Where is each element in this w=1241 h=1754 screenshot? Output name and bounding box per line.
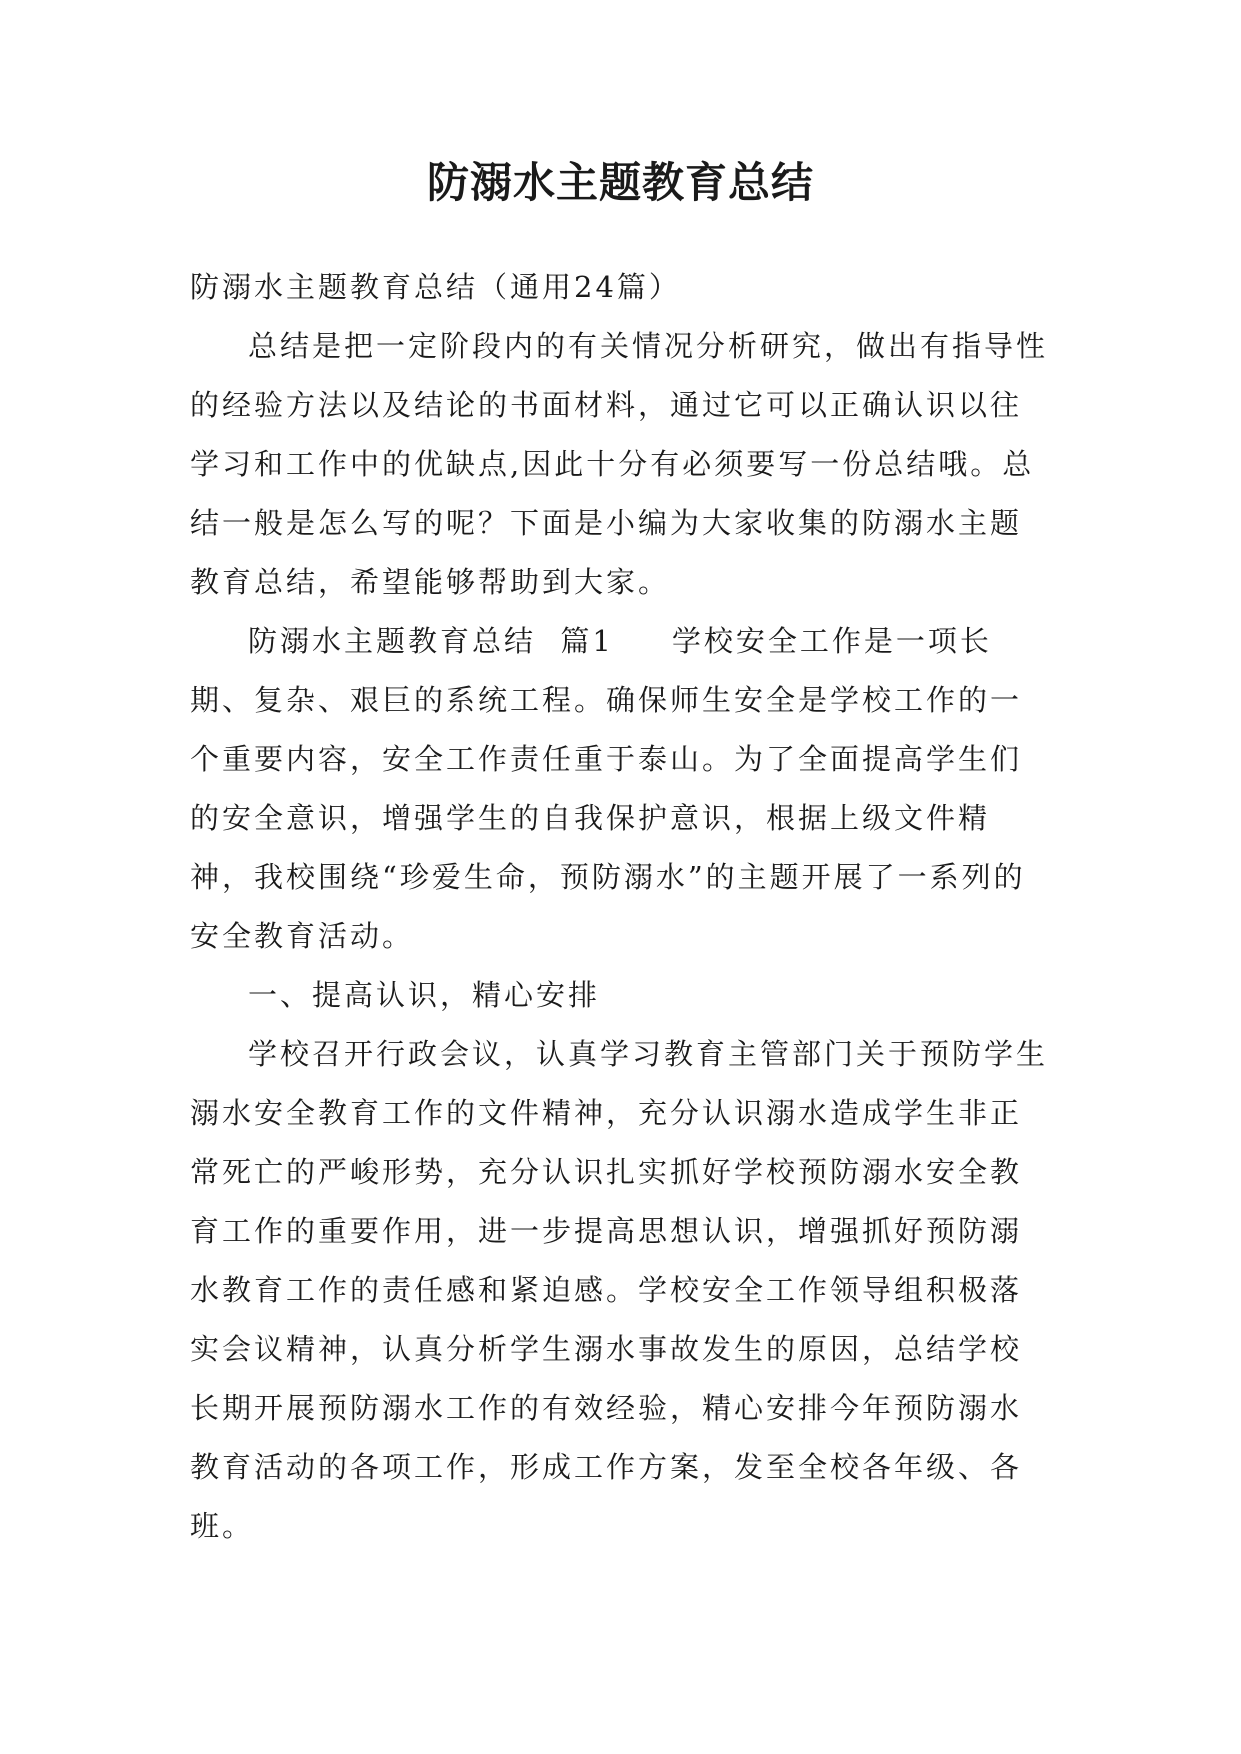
intro-paragraph: 总结是把一定阶段内的有关情况分析研究，做出有指导性的经验方法以及结论的书面材料，通过它可以正确认识以往学习和工作中的优缺点,因此十分有必须要写一份总结哦。总结一般是怎么写的呢？下面是小编为大家收集的防溺水主题教育总结，希望能够帮助到大家。 [190,329,1049,599]
chapter-paragraph [190,612,1050,966]
document-subtitle: 防溺水主题教育总结（通用24篇） [190,270,681,304]
document-body [190,258,1050,1556]
document-title: 防溺水主题教育总结 [426,158,814,207]
chapter-heading: 防溺水主题教育总结 篇1 [248,624,614,658]
chapter-first-paragraph: 学校安全工作是一项长期、复杂、艰巨的系统工程。确保师生安全是学校工作的一个重要内容，安全工作责任重于泰山。为了全面提高学生们的安全意识，增强学生的自我保护意识，根据上级文件精神，我校围绕“珍爱生命，预防溺水”的主题开展了一系列的安全教育活动。 [190,624,1026,953]
section-heading: 一、提高认识，精心安排 [248,978,601,1012]
section-paragraph: 学校召开行政会议，认真学习教育主管部门关于预防学生溺水安全教育工作的文件精神，充分认识溺水造成学生非正常死亡的严峻形势，充分认识扎实抓好学校预防溺水安全教育工作的重要作用，进一步提高思想认识，增强抓好预防溺水教育工作的责任感和紧迫感。学校安全工作领导组积极落实会议精神，认真分析学生溺水事故发生的原因，总结学校长期开展预防溺水工作的有效经验，精心安排今年预防溺水教育活动的各项工作，形成工作方案，发至全校各年级、各班。 [190,1037,1049,1543]
